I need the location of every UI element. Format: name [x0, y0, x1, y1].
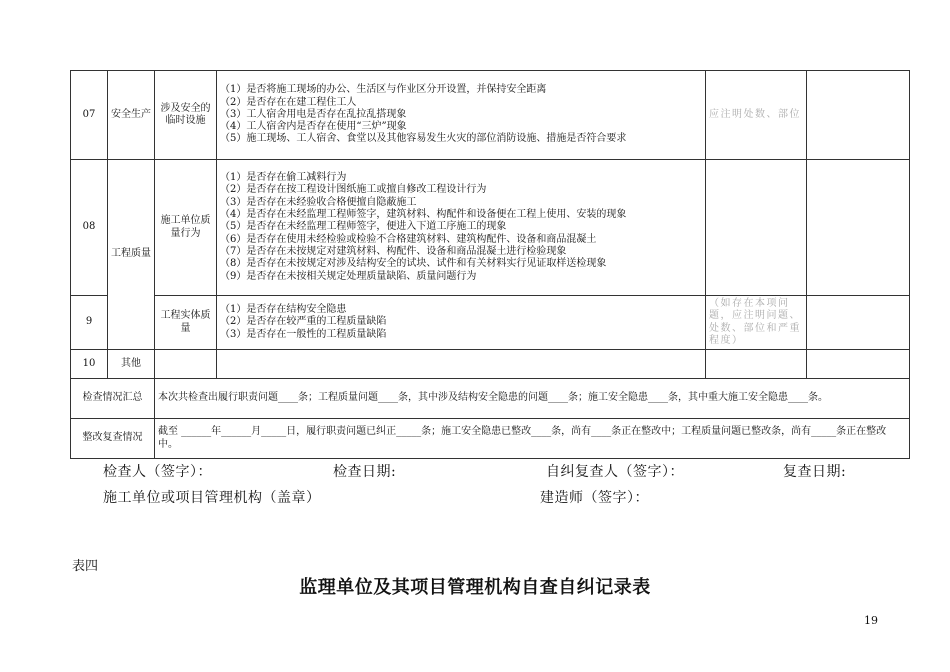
row-number: 08: [71, 160, 108, 296]
review-text: 截至 ______年______月_____日，履行职责问题已纠正_____条；施工安全隐患已整改____条，尚有____条正在整改中；工程质量问题已整改条，尚有_____条正在整改中。: [155, 419, 910, 459]
inspection-table: [70, 70, 910, 459]
category-label: 工程质量: [108, 160, 155, 350]
check-items: [217, 71, 706, 160]
check-item: （1）是否存在结构安全隐患: [220, 304, 347, 316]
row-number: 07: [71, 71, 108, 160]
category-label: 安全生产: [108, 71, 155, 160]
page-number: 19: [864, 614, 878, 627]
check-item: （5）是否存在未经监理工程师签字，便进入下道工序施工的现象: [220, 221, 507, 233]
subcategory-label: 工程实体质量: [155, 296, 217, 350]
check-item: （1）是否将施工现场的办公、生活区与作业区分开设置，并保持安全距离: [220, 84, 547, 96]
check-item: （8）是否存在未按规定对涉及结构安全的试块、试件和有关材料实行见证取样送检现象: [220, 258, 607, 270]
table-row: [71, 71, 910, 160]
check-item: （4）工人宿舍内是否存在使用“三炉”现象: [220, 121, 407, 133]
inspection-date: 检查日期:: [333, 464, 397, 480]
unit-seal: 施工单位或项目管理机构（盖章）: [103, 490, 321, 506]
row-number: 10: [71, 350, 108, 379]
check-item: （3）工人宿舍用电是否存在乱拉乱搭现象: [220, 108, 407, 120]
result-cell: [807, 296, 910, 350]
check-item: （2）是否存在按工程设计图纸施工或擅自修改工程设计行为: [220, 184, 487, 196]
result-cell: [807, 71, 910, 160]
subcategory-label: 施工单位质量行为: [155, 160, 217, 296]
category-label: 其他: [108, 350, 155, 379]
table-row: [71, 160, 910, 296]
builder-signature: 建造师（签字）：: [540, 490, 649, 506]
review-date: 复查日期:: [783, 464, 847, 480]
check-item: （2）是否存在在建工程住工人: [220, 96, 357, 108]
check-items: [217, 296, 706, 350]
row-number: 9: [71, 296, 108, 350]
check-item: （3）是否存在一般性的工程质量缺陷: [220, 328, 387, 340]
note-hint: （如存在本项问题，应注明问题、处数、部位和严重程度）: [706, 296, 807, 350]
next-table-title: 监理单位及其项目管理机构自查自纠记录表: [299, 577, 651, 598]
result-cell: [807, 160, 910, 296]
check-item: （3）是否存在未经验收合格便擅自隐蔽施工: [220, 196, 417, 208]
check-items: [217, 350, 706, 379]
summary-label: 检查情况汇总: [71, 379, 155, 419]
subcategory-cell: [155, 350, 217, 379]
review-label: 整改复查情况: [71, 419, 155, 459]
summary-row: [71, 379, 910, 419]
subcategory-label: 涉及安全的临时设施: [155, 71, 217, 160]
summary-text: 本次共检查出履行职责问题____条；工程质量问题____条，其中涉及结构安全隐患的问题____条；施工安全隐患____条，其中重大施工安全隐患____条。: [155, 379, 910, 419]
table-row: [71, 350, 910, 379]
review-row: [71, 419, 910, 459]
note-cell: [706, 350, 807, 379]
table-tag: 表四: [72, 559, 99, 574]
check-item: （6）是否存在使用未经检验或检验不合格建筑材料、建筑构配件、设备和商品混凝土: [220, 233, 597, 245]
table-row: [71, 296, 910, 350]
check-item: （5）施工现场、工人宿舍、食堂以及其他容易发生火灾的部位消防设施、措施是否符合要求: [220, 133, 627, 145]
inspector-signature: 检查人（签字）：: [103, 464, 212, 480]
note-cell: [706, 160, 807, 296]
check-item: （4）是否存在未经监理工程师签字，建筑材料、构配件和设备便在工程上使用、安装的现象: [220, 209, 627, 221]
check-item: （9）是否存在未按相关规定处理质量缺陷、质量问题行为: [220, 270, 477, 282]
check-items: [217, 160, 706, 296]
result-cell: [807, 350, 910, 379]
note-hint: 应注明处数、部位: [706, 71, 807, 160]
check-item: （2）是否存在较严重的工程质量缺陷: [220, 316, 387, 328]
reviewer-signature: 自纠复查人（签字）：: [546, 464, 684, 480]
check-item: （1）是否存在偷工减料行为: [220, 172, 347, 184]
check-item: （7）是否存在未按规定对建筑材料、构配件、设备和商品混凝土进行检验现象: [220, 245, 567, 257]
